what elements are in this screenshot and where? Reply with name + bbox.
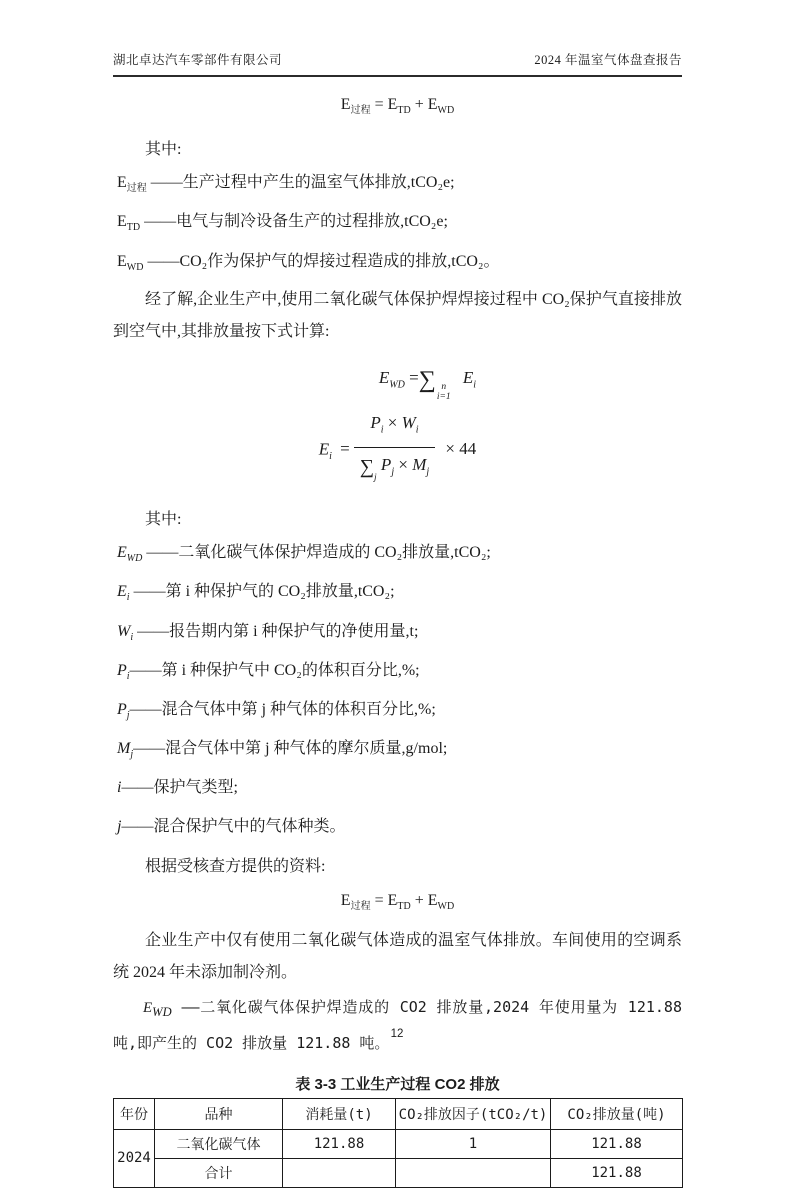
among-label-2: 其中: — [145, 511, 182, 529]
variable-subscript: WD — [389, 379, 405, 391]
definition-text: ——报告期内第 i 种保护气的净使用量,t; — [133, 622, 419, 640]
cell-emission-factor: 1 — [396, 1129, 551, 1158]
col-header-emission-amount: CO₂排放量(吨) — [551, 1098, 683, 1129]
definition-line — [113, 693, 682, 732]
cell-emission-amount-total: 121.88 — [551, 1158, 683, 1187]
definition-text: ——CO₂作为保护气的焊接过程造成的排放,tCO₂。 — [143, 252, 500, 270]
formula-term: = E — [370, 96, 398, 113]
table-row — [114, 1129, 683, 1158]
paragraph-ewd-usage — [113, 992, 682, 1059]
definition-text: ——混合保护气中的气体种类。 — [121, 818, 346, 836]
definition-text: ——第 i 种保护气的 CO₂排放量,tCO₂; — [129, 583, 395, 601]
formula-block — [113, 363, 682, 493]
paragraph-data-source: 根据受核查方提供的资料: — [145, 857, 326, 875]
paragraph-text: ——二氧化碳气体保护焊造成的 CO2 排放量,2024 年使用量为 121.88 吨,即产生的 CO2 排放量 121.88 吨。 — [113, 997, 682, 1052]
formula-process-total — [113, 93, 682, 123]
variable-subscript: j — [426, 466, 430, 478]
variable: M — [412, 455, 427, 475]
cell-year: 2024 — [114, 1129, 155, 1187]
variable-subscript: WD — [152, 1004, 172, 1019]
col-header-year: 年份 — [114, 1098, 155, 1129]
variable-subscript: j — [391, 466, 395, 478]
header-company-name: 湖北卓达汽车零部件有限公司 — [113, 53, 283, 67]
definition-line — [113, 771, 682, 810]
variable: E — [117, 174, 127, 192]
definition-line — [113, 536, 682, 575]
definition-text: ——混合气体中第 j 种气体的体积百分比,%; — [129, 700, 436, 718]
variable-subscript: WD — [126, 261, 144, 273]
definition-line — [113, 810, 682, 849]
variable: P — [117, 661, 127, 679]
variable-subscript: i — [130, 631, 134, 643]
variable: E — [318, 439, 330, 459]
cell-consumption-total — [283, 1158, 396, 1187]
variable: E — [462, 367, 474, 387]
table-title: 表 3-3 工业生产过程 CO2 排放 — [295, 1075, 500, 1093]
variable-subscript: i — [415, 424, 419, 436]
definition-line — [113, 654, 682, 693]
variable-subscript: 过程 — [126, 183, 147, 195]
variable: W — [117, 622, 131, 640]
formula-subscript: WD — [437, 900, 455, 912]
variable-subscript: i — [473, 379, 477, 391]
paragraph-welding-process: 经了解,企业生产中,使用二氧化碳气体保护焊焊接过程中 CO₂保护气直接排放到空气中,其排放量按下式计算: — [113, 290, 682, 341]
variable-subscript: WD — [126, 553, 143, 565]
formula-process-total-repeat — [113, 889, 682, 919]
variable: P — [117, 700, 127, 718]
formula-term: + E — [410, 96, 438, 113]
variable: P — [370, 412, 381, 432]
variable-subscript: i — [126, 592, 130, 604]
formula-subscript: WD — [437, 105, 455, 117]
definition-line — [113, 615, 682, 654]
times-sign: × — [387, 412, 398, 432]
sigma-lower-limit: j — [374, 473, 377, 484]
definition-text: ——混合气体中第 j 种气体的摩尔质量,g/mol; — [133, 740, 448, 758]
definition-text: ——二氧化碳气体保护焊造成的 CO₂排放量,tCO₂; — [142, 544, 491, 562]
variable-subscript: TD — [126, 222, 141, 234]
sigma-lower-limit: i=1 — [436, 391, 451, 402]
definition-line — [113, 166, 682, 205]
col-header-consumption: 消耗量(t) — [283, 1098, 396, 1129]
formula-subscript: 过程 — [350, 900, 371, 912]
variable-subscript: i — [126, 670, 130, 682]
sigma-symbol: ∑ — [418, 366, 436, 393]
formula-subscript: 过程 — [350, 105, 371, 117]
formula-ewd-sum — [113, 363, 682, 402]
cell-total-label: 合计 — [155, 1158, 283, 1187]
page-number: 12 — [390, 1028, 404, 1040]
definition-line — [113, 205, 682, 244]
cell-species: 二氧化碳气体 — [155, 1129, 283, 1158]
variable: i — [117, 779, 122, 797]
table-header-row — [114, 1098, 683, 1129]
definition-text: ——保护气类型; — [121, 779, 238, 797]
definition-line — [113, 732, 682, 771]
variable: E — [117, 213, 127, 231]
fraction-denominator — [354, 448, 435, 493]
paragraph-only-co2: 企业生产中仅有使用二氧化碳气体造成的温室气体排放。车间使用的空调系统 2024 年未添加制冷剂。 — [113, 931, 682, 982]
fraction — [354, 408, 435, 493]
among-label-1: 其中: — [145, 141, 182, 159]
cell-emission-factor-total — [396, 1158, 551, 1187]
variable: E — [117, 252, 127, 270]
variable-subscript: i — [329, 450, 332, 462]
definition-line — [113, 575, 682, 614]
col-header-emission-factor: CO₂排放因子(tCO₂/t) — [396, 1098, 551, 1129]
variable: E — [117, 544, 127, 562]
variable: E — [143, 999, 153, 1016]
definition-line — [113, 245, 682, 284]
formula-ei-fraction — [113, 408, 682, 493]
table-row-total — [114, 1158, 683, 1187]
variable: M — [117, 740, 131, 758]
variable-subscript: j — [126, 710, 130, 722]
variable-subscript: j — [130, 749, 134, 761]
formula-term: + E — [410, 891, 438, 909]
variable: E — [117, 583, 127, 601]
col-header-species: 品种 — [155, 1098, 283, 1129]
sigma-upper-limit: n — [441, 381, 447, 392]
cell-consumption: 121.88 — [283, 1129, 396, 1158]
page-header — [113, 50, 682, 77]
variable: P — [380, 455, 392, 475]
variable: j — [117, 818, 122, 836]
co2-emission-table — [113, 1098, 683, 1188]
times-44: × 44 — [445, 439, 477, 459]
definition-text: ——生产过程中产生的温室气体排放,tCO₂e; — [146, 174, 455, 192]
cell-emission-amount: 121.88 — [551, 1129, 683, 1158]
formula-term: = E — [370, 891, 398, 909]
header-report-title: 2024 年温室气体盘查报告 — [534, 53, 682, 67]
definition-text: ——第 i 种保护气中 CO₂的体积百分比,%; — [129, 661, 420, 679]
variable-subscript: i — [380, 424, 384, 436]
fraction-numerator — [354, 408, 435, 448]
variable: E — [378, 367, 390, 387]
formula-subscript: TD — [397, 900, 411, 912]
equals-sign: = — [340, 439, 350, 459]
times-sign: × — [398, 455, 408, 475]
sigma-limits — [437, 382, 451, 402]
equals-sign: = — [409, 367, 419, 387]
formula-term: E — [340, 96, 351, 113]
definition-text: ——电气与制冷设备生产的过程排放,tCO₂e; — [140, 213, 448, 231]
formula-subscript: TD — [397, 105, 411, 117]
sigma-symbol: ∑ — [359, 456, 375, 479]
variable: W — [401, 412, 416, 432]
formula-term: E — [340, 891, 351, 909]
